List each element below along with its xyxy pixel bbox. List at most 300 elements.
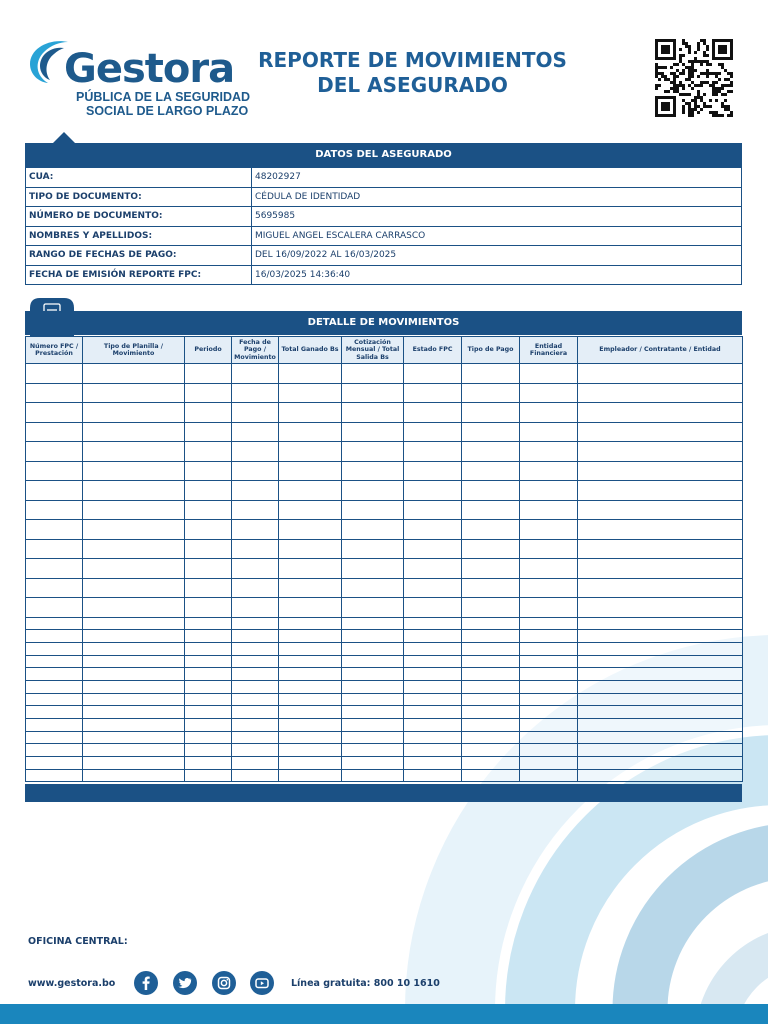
table-cell xyxy=(185,693,232,706)
table-cell xyxy=(26,559,83,579)
table-cell xyxy=(578,617,743,630)
table-cell xyxy=(578,422,743,442)
table-cell xyxy=(578,731,743,744)
table-cell xyxy=(26,364,83,384)
table-cell xyxy=(279,706,342,719)
table-cell xyxy=(578,744,743,757)
logo-wordmark: Gestora xyxy=(64,46,235,92)
table-cell xyxy=(462,578,520,598)
table-cell xyxy=(26,383,83,403)
table-cell xyxy=(342,655,404,668)
table-row xyxy=(26,630,743,643)
table-cell xyxy=(342,364,404,384)
oficina-central-label: OFICINA CENTRAL: xyxy=(28,936,128,947)
table-cell xyxy=(404,744,462,757)
table-cell xyxy=(232,680,279,693)
table-cell xyxy=(520,520,578,540)
table-cell xyxy=(26,481,83,501)
table-cell xyxy=(83,539,185,559)
table-cell xyxy=(520,598,578,618)
table-cell xyxy=(578,668,743,681)
gestora-logo xyxy=(24,36,251,120)
table-cell xyxy=(26,598,83,618)
column-header: Número FPC / Prestación xyxy=(26,337,83,364)
table-cell xyxy=(404,719,462,732)
table-cell xyxy=(404,383,462,403)
table-cell xyxy=(342,481,404,501)
table-cell xyxy=(232,461,279,481)
table-cell xyxy=(232,520,279,540)
table-cell xyxy=(232,668,279,681)
table-cell xyxy=(578,481,743,501)
table-cell xyxy=(342,539,404,559)
table-row xyxy=(26,680,743,693)
table-cell xyxy=(83,442,185,462)
table-cell xyxy=(342,383,404,403)
table-cell xyxy=(232,630,279,643)
facebook-icon[interactable] xyxy=(134,971,158,995)
table-cell xyxy=(462,680,520,693)
table-cell xyxy=(404,461,462,481)
table-cell xyxy=(83,757,185,770)
datos-row xyxy=(26,265,742,285)
table-row xyxy=(26,769,743,782)
table-cell xyxy=(520,422,578,442)
table-cell xyxy=(462,630,520,643)
table-cell xyxy=(342,442,404,462)
column-header: Empleador / Contratante / Entidad xyxy=(578,337,743,364)
table-cell xyxy=(26,769,83,782)
table-row xyxy=(26,383,743,403)
column-header: Estado FPC xyxy=(404,337,462,364)
datos-value: MIGUEL ANGEL ESCALERA CARRASCO xyxy=(252,226,742,246)
table-cell xyxy=(185,403,232,423)
table-cell xyxy=(520,539,578,559)
table-cell xyxy=(83,500,185,520)
table-cell xyxy=(83,520,185,540)
table-cell xyxy=(578,706,743,719)
column-header: Fecha de Pago / Movimiento xyxy=(232,337,279,364)
table-cell xyxy=(232,693,279,706)
table-cell xyxy=(342,744,404,757)
table-cell xyxy=(404,642,462,655)
table-cell xyxy=(462,769,520,782)
table-cell xyxy=(83,559,185,579)
datos-value: 48202927 xyxy=(252,168,742,188)
table-cell xyxy=(26,719,83,732)
table-cell xyxy=(232,744,279,757)
table-cell xyxy=(520,442,578,462)
website-link[interactable]: www.gestora.bo xyxy=(28,978,116,989)
column-header: Entidad Financiera xyxy=(520,337,578,364)
table-cell xyxy=(520,719,578,732)
table-cell xyxy=(185,668,232,681)
table-cell xyxy=(462,693,520,706)
logo-subtitle-line1: PÚBLICA DE LA SEGURIDAD xyxy=(76,90,251,104)
datos-label: CUA: xyxy=(26,168,252,188)
table-cell xyxy=(462,539,520,559)
detalle-table xyxy=(25,336,743,782)
table-cell xyxy=(404,559,462,579)
datos-row xyxy=(26,187,742,207)
datos-value: CÉDULA DE IDENTIDAD xyxy=(252,187,742,207)
table-cell xyxy=(578,719,743,732)
table-cell xyxy=(185,706,232,719)
table-cell xyxy=(520,769,578,782)
table-cell xyxy=(404,617,462,630)
table-cell xyxy=(520,642,578,655)
table-cell xyxy=(279,693,342,706)
table-cell xyxy=(26,642,83,655)
table-cell xyxy=(462,403,520,423)
table-cell xyxy=(232,769,279,782)
table-cell xyxy=(520,757,578,770)
table-cell xyxy=(232,500,279,520)
table-cell xyxy=(83,422,185,442)
table-cell xyxy=(520,364,578,384)
detalle-footer-bar xyxy=(25,784,742,802)
table-cell xyxy=(462,642,520,655)
table-cell xyxy=(578,520,743,540)
table-cell xyxy=(404,520,462,540)
table-cell xyxy=(404,630,462,643)
table-cell xyxy=(83,680,185,693)
table-cell xyxy=(342,706,404,719)
table-cell xyxy=(342,520,404,540)
table-cell xyxy=(185,383,232,403)
datos-label: TIPO DE DOCUMENTO: xyxy=(26,187,252,207)
table-row xyxy=(26,598,743,618)
table-cell xyxy=(404,680,462,693)
table-cell xyxy=(342,461,404,481)
table-cell xyxy=(462,520,520,540)
table-row xyxy=(26,617,743,630)
table-cell xyxy=(279,461,342,481)
table-cell xyxy=(232,422,279,442)
table-cell xyxy=(404,655,462,668)
table-cell xyxy=(185,598,232,618)
table-cell xyxy=(520,655,578,668)
table-cell xyxy=(83,598,185,618)
table-cell xyxy=(342,403,404,423)
table-cell xyxy=(185,539,232,559)
table-cell xyxy=(279,680,342,693)
table-cell xyxy=(185,500,232,520)
table-cell xyxy=(520,630,578,643)
table-cell xyxy=(342,617,404,630)
instagram-icon[interactable] xyxy=(212,971,236,995)
table-cell xyxy=(578,383,743,403)
table-cell xyxy=(83,578,185,598)
table-cell xyxy=(83,719,185,732)
datos-value: 5695985 xyxy=(252,207,742,227)
table-cell xyxy=(185,731,232,744)
table-cell xyxy=(462,719,520,732)
table-cell xyxy=(578,461,743,481)
table-cell xyxy=(83,617,185,630)
table-cell xyxy=(26,617,83,630)
table-cell xyxy=(462,598,520,618)
column-header: Cotización Mensual / Total Salida Bs xyxy=(342,337,404,364)
table-cell xyxy=(404,422,462,442)
table-cell xyxy=(404,481,462,501)
table-cell xyxy=(279,481,342,501)
table-cell xyxy=(279,539,342,559)
table-cell xyxy=(578,403,743,423)
table-cell xyxy=(83,668,185,681)
linea-gratuita: Línea gratuita: 800 10 1610 xyxy=(291,978,440,989)
table-cell xyxy=(232,598,279,618)
table-cell xyxy=(26,706,83,719)
table-cell xyxy=(83,693,185,706)
table-cell xyxy=(342,769,404,782)
table-cell xyxy=(578,693,743,706)
table-cell xyxy=(462,461,520,481)
table-cell xyxy=(185,481,232,501)
table-cell xyxy=(520,578,578,598)
detalle-section-header: DETALLE DE MOVIMIENTOS xyxy=(25,311,742,335)
table-cell xyxy=(232,642,279,655)
table-cell xyxy=(342,598,404,618)
table-cell xyxy=(279,617,342,630)
table-cell xyxy=(279,642,342,655)
table-cell xyxy=(83,364,185,384)
column-header: Tipo de Pago xyxy=(462,337,520,364)
datos-label: NÚMERO DE DOCUMENTO: xyxy=(26,207,252,227)
table-cell xyxy=(520,617,578,630)
table-cell xyxy=(578,680,743,693)
table-cell xyxy=(578,769,743,782)
table-cell xyxy=(26,500,83,520)
table-cell xyxy=(279,668,342,681)
table-row xyxy=(26,744,743,757)
table-cell xyxy=(232,719,279,732)
table-row xyxy=(26,578,743,598)
table-cell xyxy=(83,769,185,782)
table-cell xyxy=(83,706,185,719)
table-cell xyxy=(578,578,743,598)
datos-value: DEL 16/09/2022 AL 16/03/2025 xyxy=(252,246,742,266)
table-cell xyxy=(342,757,404,770)
column-header: Total Ganado Bs xyxy=(279,337,342,364)
table-cell xyxy=(26,403,83,423)
table-cell xyxy=(26,731,83,744)
table-cell xyxy=(462,706,520,719)
table-cell xyxy=(232,383,279,403)
table-row xyxy=(26,520,743,540)
table-cell xyxy=(404,757,462,770)
table-cell xyxy=(404,442,462,462)
table-cell xyxy=(578,598,743,618)
table-cell xyxy=(232,481,279,501)
table-cell xyxy=(185,442,232,462)
table-cell xyxy=(232,539,279,559)
table-cell xyxy=(520,383,578,403)
table-cell xyxy=(83,403,185,423)
datos-label: FECHA DE EMISIÓN REPORTE FPC: xyxy=(26,265,252,285)
table-cell xyxy=(26,757,83,770)
table-cell xyxy=(462,668,520,681)
table-cell xyxy=(520,744,578,757)
table-row xyxy=(26,719,743,732)
table-cell xyxy=(342,578,404,598)
twitter-icon[interactable] xyxy=(173,971,197,995)
table-cell xyxy=(83,383,185,403)
table-cell xyxy=(26,693,83,706)
table-cell xyxy=(279,719,342,732)
table-cell xyxy=(462,442,520,462)
table-cell xyxy=(342,422,404,442)
table-row xyxy=(26,500,743,520)
table-row xyxy=(26,481,743,501)
table-cell xyxy=(279,744,342,757)
datos-row xyxy=(26,207,742,227)
table-cell xyxy=(520,693,578,706)
table-cell xyxy=(578,539,743,559)
table-row xyxy=(26,539,743,559)
table-cell xyxy=(26,680,83,693)
table-cell xyxy=(342,731,404,744)
table-cell xyxy=(26,539,83,559)
table-cell xyxy=(232,442,279,462)
table-cell xyxy=(342,559,404,579)
table-row xyxy=(26,422,743,442)
table-cell xyxy=(520,731,578,744)
table-cell xyxy=(404,598,462,618)
table-cell xyxy=(232,364,279,384)
table-cell xyxy=(83,461,185,481)
table-cell xyxy=(462,364,520,384)
table-cell xyxy=(342,719,404,732)
table-cell xyxy=(462,655,520,668)
datos-section-header: DATOS DEL ASEGURADO xyxy=(25,143,742,167)
table-cell xyxy=(279,422,342,442)
table-cell xyxy=(462,757,520,770)
logo-subtitle-line2: SOCIAL DE LARGO PLAZO xyxy=(86,104,249,118)
table-cell xyxy=(185,655,232,668)
table-cell xyxy=(342,693,404,706)
table-cell xyxy=(232,578,279,598)
table-cell xyxy=(185,617,232,630)
table-row xyxy=(26,559,743,579)
table-cell xyxy=(26,461,83,481)
table-cell xyxy=(520,706,578,719)
table-cell xyxy=(404,403,462,423)
table-row xyxy=(26,442,743,462)
table-row xyxy=(26,757,743,770)
table-cell xyxy=(232,617,279,630)
table-cell xyxy=(578,630,743,643)
table-cell xyxy=(279,520,342,540)
table-cell xyxy=(185,744,232,757)
table-cell xyxy=(279,383,342,403)
table-cell xyxy=(462,617,520,630)
table-cell xyxy=(404,364,462,384)
table-cell xyxy=(185,364,232,384)
table-cell xyxy=(279,630,342,643)
table-row xyxy=(26,364,743,384)
table-cell xyxy=(462,559,520,579)
table-cell xyxy=(520,481,578,501)
table-cell xyxy=(404,668,462,681)
table-cell xyxy=(520,668,578,681)
table-cell xyxy=(462,731,520,744)
table-cell xyxy=(404,706,462,719)
datos-label: RANGO DE FECHAS DE PAGO: xyxy=(26,246,252,266)
youtube-icon[interactable] xyxy=(250,971,274,995)
table-cell xyxy=(279,364,342,384)
report-title-line2: DEL ASEGURADO xyxy=(317,73,508,97)
table-cell xyxy=(83,731,185,744)
table-cell xyxy=(279,655,342,668)
table-cell xyxy=(279,559,342,579)
table-cell xyxy=(83,655,185,668)
table-cell xyxy=(232,731,279,744)
table-cell xyxy=(520,461,578,481)
table-row xyxy=(26,668,743,681)
table-cell xyxy=(279,769,342,782)
table-cell xyxy=(578,364,743,384)
table-cell xyxy=(404,731,462,744)
column-header: Tipo de Planilla / Movimiento xyxy=(83,337,185,364)
table-cell xyxy=(462,744,520,757)
table-cell xyxy=(578,559,743,579)
table-cell xyxy=(232,757,279,770)
table-cell xyxy=(342,642,404,655)
table-cell xyxy=(26,442,83,462)
table-cell xyxy=(279,442,342,462)
table-cell xyxy=(185,520,232,540)
table-cell xyxy=(279,598,342,618)
table-cell xyxy=(279,757,342,770)
table-cell xyxy=(232,403,279,423)
table-cell xyxy=(185,769,232,782)
report-title-line1: REPORTE DE MOVIMIENTOS xyxy=(258,48,567,72)
table-cell xyxy=(520,680,578,693)
table-cell xyxy=(404,578,462,598)
table-cell xyxy=(578,642,743,655)
table-cell xyxy=(342,500,404,520)
datos-row xyxy=(26,226,742,246)
table-cell xyxy=(83,744,185,757)
table-cell xyxy=(462,383,520,403)
table-row xyxy=(26,461,743,481)
table-cell xyxy=(26,655,83,668)
table-cell xyxy=(578,655,743,668)
table-cell xyxy=(26,578,83,598)
table-cell xyxy=(83,481,185,501)
datos-row xyxy=(26,246,742,266)
table-cell xyxy=(462,422,520,442)
datos-label: NOMBRES Y APELLIDOS: xyxy=(26,226,252,246)
bottom-band xyxy=(0,1004,768,1024)
table-cell xyxy=(578,757,743,770)
table-row xyxy=(26,655,743,668)
table-cell xyxy=(279,403,342,423)
table-cell xyxy=(83,642,185,655)
table-cell xyxy=(342,680,404,693)
table-cell xyxy=(185,461,232,481)
table-cell xyxy=(26,422,83,442)
table-cell xyxy=(520,500,578,520)
qr-code-icon xyxy=(655,38,733,118)
table-cell xyxy=(185,680,232,693)
datos-table xyxy=(25,167,742,285)
table-row xyxy=(26,693,743,706)
table-cell xyxy=(185,422,232,442)
table-cell xyxy=(185,757,232,770)
table-row xyxy=(26,403,743,423)
